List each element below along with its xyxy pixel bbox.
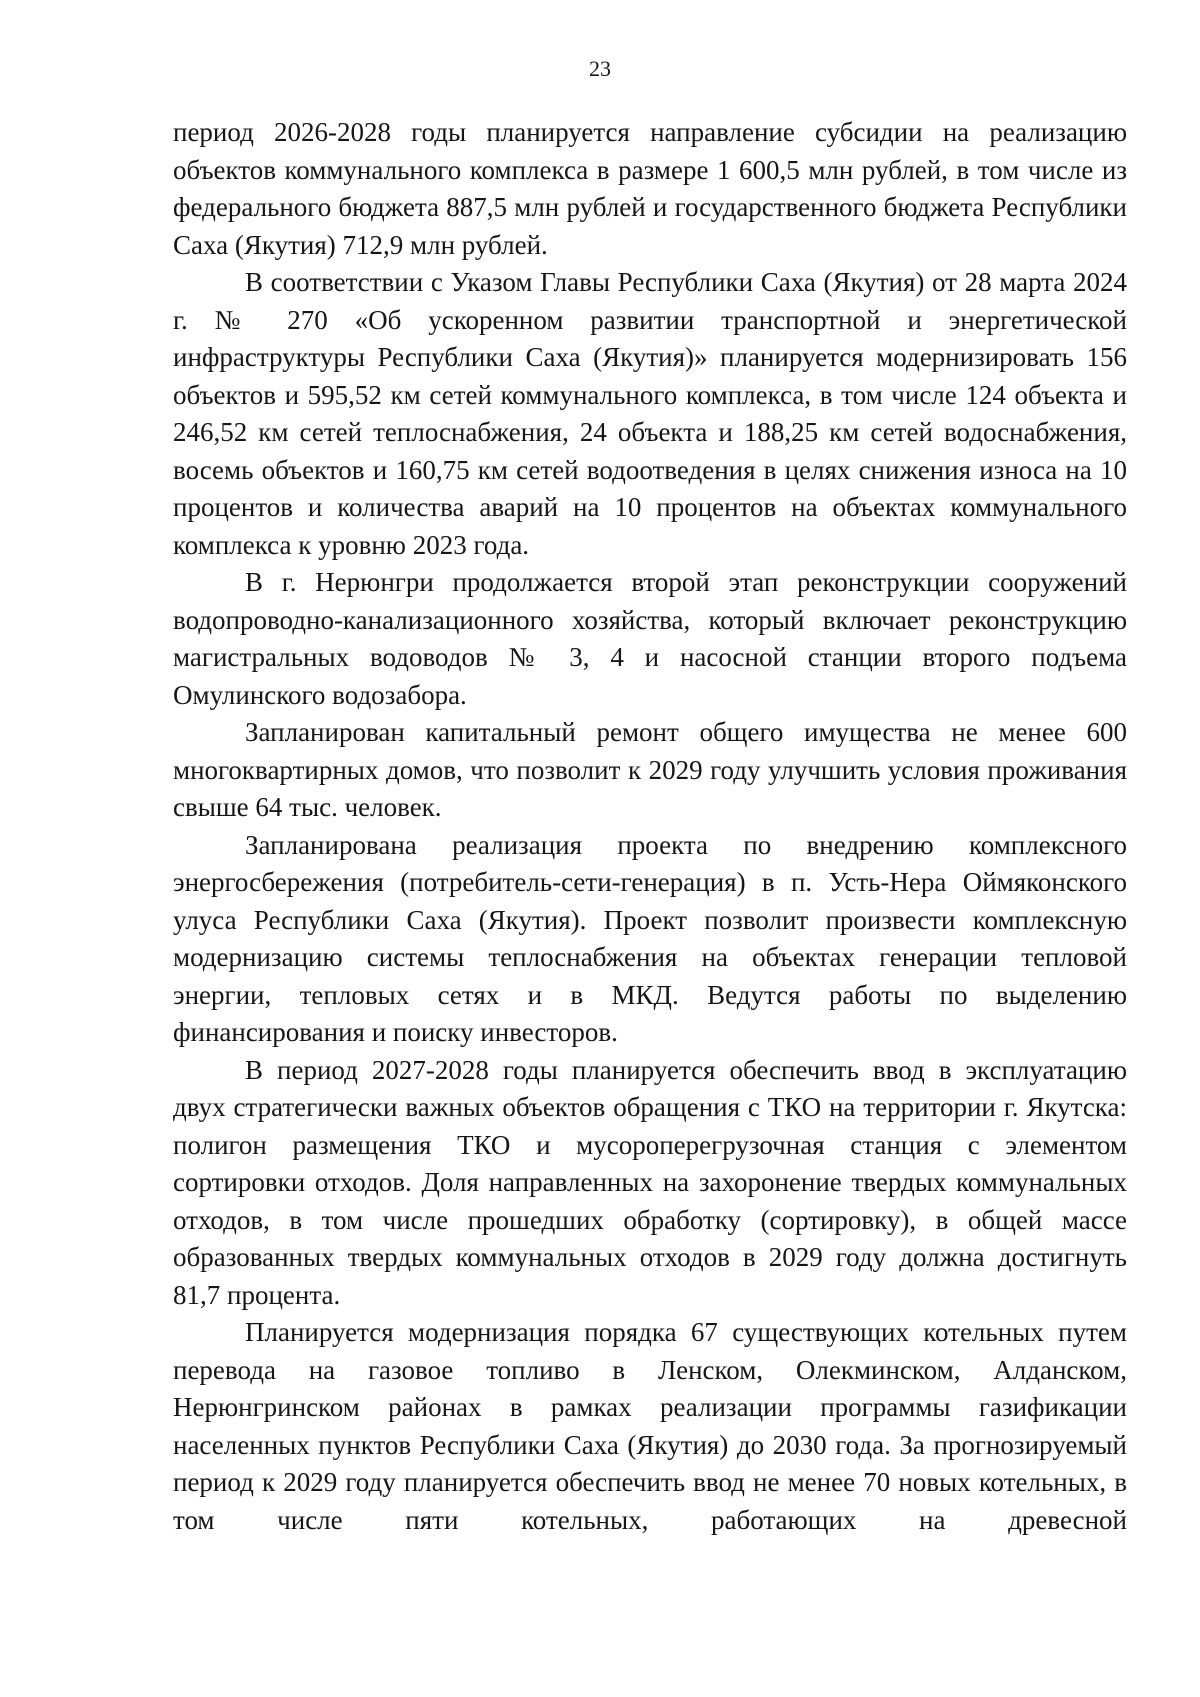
paragraph: Запланирован капитальный ремонт общего имущества не менее 600 многоквартирных домов, что позволит к 2029 году улучшить условия проживания свыше 64 тыс. человек.	[173, 717, 1127, 822]
body-text	[173, 114, 1127, 1539]
paragraph: В соответствии с Указом Главы Республики Саха (Якутия) от 28 марта 2024 г. № 270 «Об ускоренном развитии транспортной и энергетической инфраструктуры Республики Саха (Якутия)» планируется модернизировать 156 объектов и 595,52 км сетей коммунального комплекса, в том числе 124 объекта и 246,52 км сетей теплоснабжения, 24 объекта и 188,25 км сетей водоснабжения, восемь объектов и 160,75 км сетей водоотведения в целях снижения износа на 10 процентов и количества аварий на 10 процентов на объектах коммунального комплекса к уровню 2023 года.	[173, 267, 1127, 560]
paragraph: В г. Нерюнгри продолжается второй этап реконструкции сооружений водопроводно-канализационного хозяйства, который включает реконструкцию магистральных водоводов № 3, 4 и насосной станции второго подъема Омулинского водозабора.	[173, 567, 1127, 710]
paragraph: В период 2027-2028 годы планируется обеспечить ввод в эксплуатацию двух стратегически важных объектов обращения с ТКО на территории г. Якутска: полигон размещения ТКО и мусороперегрузочная станция с элементом сортировки отходов. Доля направленных на захоронение твердых коммунальных отходов, в том числе прошедших обработку (сортировку), в общей массе образованных твердых коммунальных отходов в 2029 году должна достигнуть 81,7 процента.	[173, 1054, 1127, 1310]
paragraph: Запланирована реализация проекта по внедрению комплексного энергосбережения (потребитель-сети-генерация) в п. Усть-Нера Оймяконского улуса Республики Саха (Якутия). Проект позволит произвести комплексную модернизацию системы теплоснабжения на объектах генерации тепловой энергии, тепловых сетях и в МКД. Ведутся работы по выделению финансирования и поиску инвесторов.	[173, 829, 1127, 1047]
paragraph: период 2026-2028 годы планируется направление субсидии на реализацию объектов коммунального комплекса в размере 1 600,5 млн рублей, в том числе из федерального бюджета 887,5 млн рублей и государственного бюджета Республики Саха (Якутия) 712,9 млн рублей.	[173, 117, 1127, 260]
paragraph: Планируется модернизация порядка 67 существующих котельных путем перевода на газовое топливо в Ленском, Олекминском, Алданском, Нерюнгринском районах в рамках реализации программы газификации населенных пунктов Республики Саха (Якутия) до 2030 года. За прогнозируемый период к 2029 году планируется обеспечить ввод не менее 70 новых котельных, в том числе пяти котельных, работающих на древесной	[173, 1317, 1127, 1535]
page-number: 23	[589, 56, 611, 81]
